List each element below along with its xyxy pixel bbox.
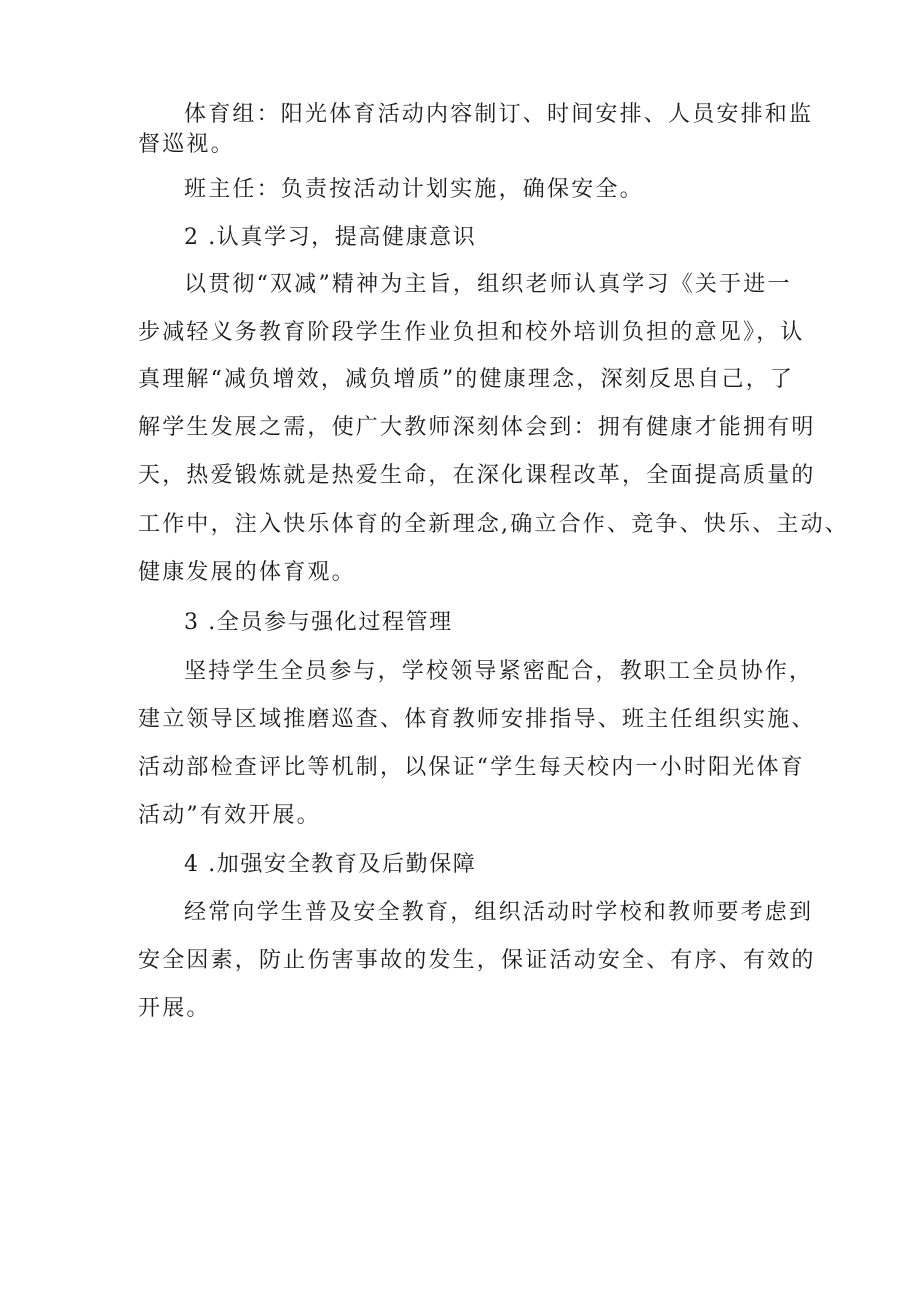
paragraph-head-teacher: 班主任：负责按活动计划实施，确保安全。 [184, 177, 644, 202]
section-heading-4: 4 .加强安全教育及后勤保障 [184, 852, 477, 877]
paragraph-pe-group-line-2: 督巡视。 [138, 132, 235, 157]
paragraph-participation-line-1: 坚持学生全员参与，学校领导紧密配合，教职工全员协作， [184, 659, 814, 684]
paragraph-study-line-7: 健康发展的体育观。 [138, 560, 356, 585]
paragraph-study-line-6: 工作中，注入快乐体育的全新理念,确立合作、竞争、快乐、主动、 [138, 512, 849, 537]
paragraph-participation-line-4: 活动”有效开展。 [138, 803, 321, 828]
paragraph-study-line-1: 以贯彻“双减”精神为主旨，组织老师认真学习《关于进一 [184, 272, 792, 297]
section-heading-3: 3 .全员参与强化过程管理 [184, 610, 453, 635]
paragraph-pe-group-line-1: 体育组：阳光体育活动内容制订、时间安排、人员安排和监 [184, 102, 814, 127]
paragraph-study-line-2: 步减轻义务教育阶段学生作业负担和校外培训负担的意见》，认 [138, 320, 805, 345]
paragraph-safety-line-3: 开展。 [138, 996, 211, 1021]
paragraph-study-line-5: 天，热爱锻炼就是热爱生命，在深化课程改革，全面提高质量的 [138, 463, 816, 488]
paragraph-safety-line-2: 安全因素，防止伤害事故的发生，保证活动安全、有序、有效的 [138, 948, 816, 973]
paragraph-study-line-4: 解学生发展之需，使广大教师深刻体会到：拥有健康才能拥有明 [138, 415, 816, 440]
paragraph-participation-line-3: 活动部检查评比等机制，以保证“学生每天校内一小时阳光体育 [138, 755, 805, 780]
section-heading-2: 2 .认真学习，提高健康意识 [184, 225, 477, 250]
paragraph-safety-line-1: 经常向学生普及安全教育，组织活动时学校和教师要考虑到 [184, 900, 814, 925]
paragraph-participation-line-2: 建立领导区域推磨巡查、体育教师安排指导、班主任组织实施、 [138, 707, 816, 732]
paragraph-study-line-3: 真理解“减负增效，减负增质”的健康理念，深刻反思自己，了 [138, 367, 795, 392]
